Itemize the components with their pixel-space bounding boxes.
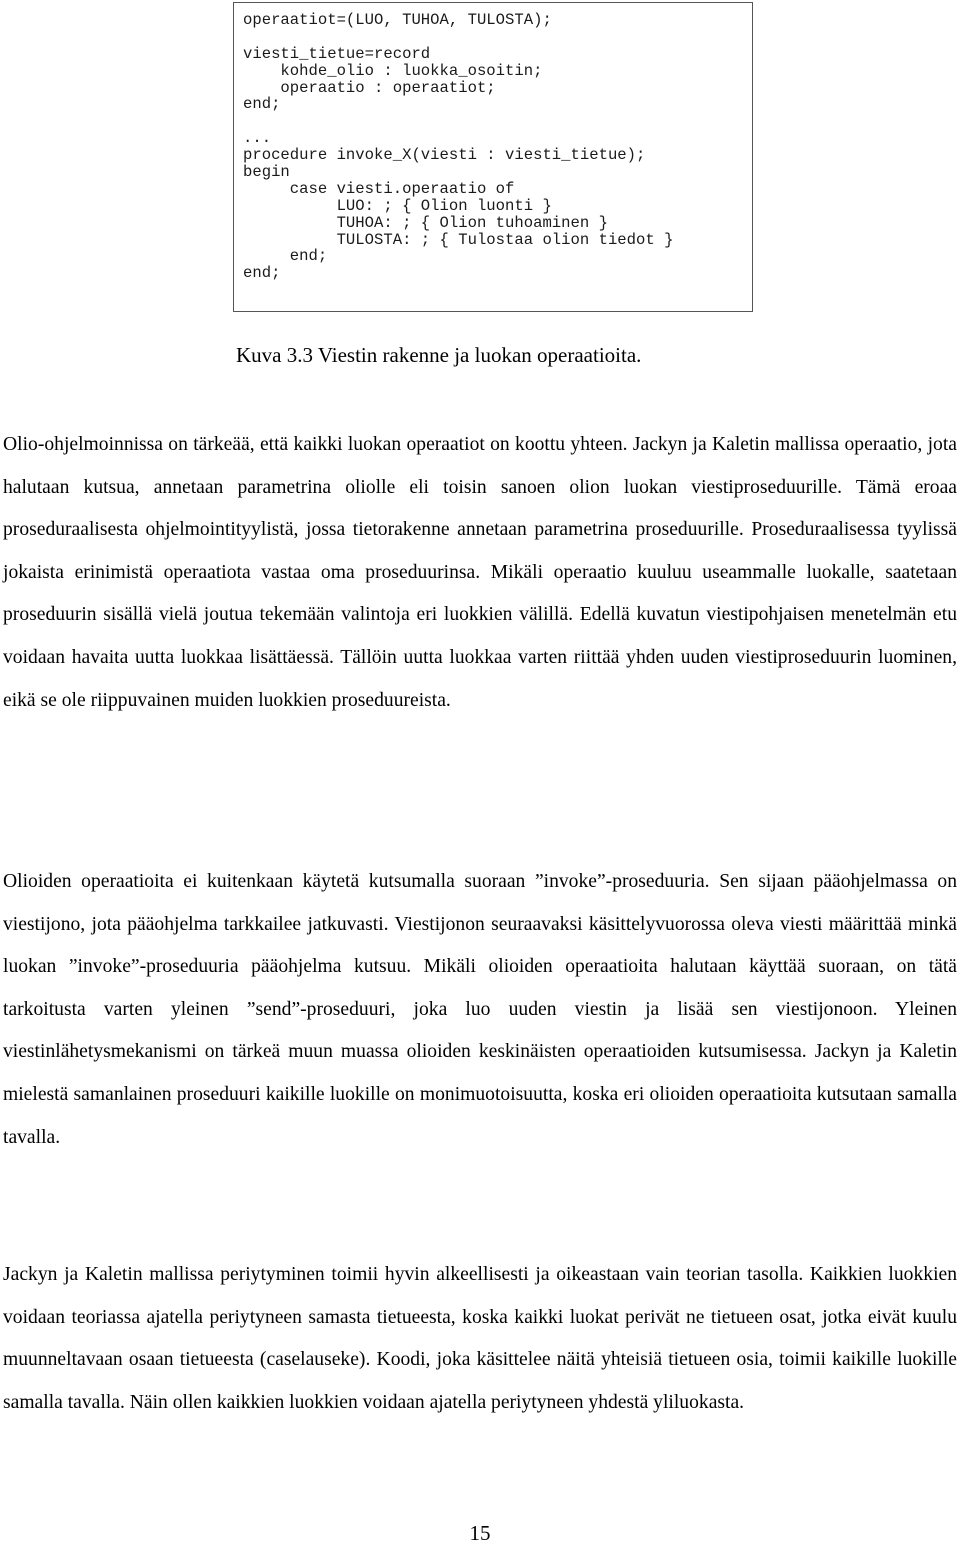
body-paragraph-1: Olio-ohjelmoinnissa on tärkeää, että kaikki luokan operaatiot on koottu yhteen. Jackyn ja Kaletin mallissa operaatio, jota halutaan kutsua, annetaan parametrina oliolle eli toisin sanoen olion luokan viestiproseduurille. Tämä eroaa proseduraalisesta ohjelmointityylistä, jossa tietorakenne annetaan parametrina proseduurille. Proseduraalisessa tyylissä jokaista erinimistä operaatiota vastaa oma proseduurinsa. Mikäli operaatio kuuluu useammalle luokalle, saatetaan proseduurin sisällä vielä joutua tekemään valintoja eri luokkien välillä. Edellä kuvatun viestipohjaisen menetelmän etu voidaan havaita uutta luokkaa lisättäessä. Tällöin uutta luokkaa varten riittää yhden uuden viestiproseduurin luominen, eikä se ole riippuvainen muiden luokkien proseduureista. — [3, 434, 957, 711]
code-line: operaatiot=(LUO, TUHOA, TULOSTA); — [243, 11, 552, 29]
figure-caption: Kuva 3.3 Viestin rakenne ja luokan operaatioita. — [236, 343, 642, 367]
code-line: end; — [243, 264, 281, 283]
code-line: end; — [243, 95, 281, 114]
code-line: ... — [243, 129, 272, 148]
code-line: begin — [243, 163, 290, 182]
code-line: case viesti.operaatio of — [243, 179, 515, 198]
code-line: end; — [243, 247, 328, 266]
code-line: operaatio : operaatiot; — [243, 78, 496, 97]
code-line: procedure invoke_X(viesti : viesti_tietue); — [243, 146, 646, 165]
body-paragraph-2: Olioiden operaatioita ei kuitenkaan käytetä kutsumalla suoraan ”invoke”-proseduuria. Sen sijaan pääohjelmassa on viestijono, jota pääohjelma tarkkailee jatkuvasti. Viestijonon seuraavaksi käsittelyvuorossa oleva viesti määrittää minkä luokan ”invoke”-proseduuria pääohjelma kutsuu. Mikäli olioiden operaatioita halutaan käyttää suoraan, on tätä tarkoitusta varten yleinen ”send”-proseduuri, joka luo uuden viestin ja lisää sen viestijonoon. Yleinen viestinlähetysmekanismi on tärkeä muun muassa olioiden keskinäisten operaatioiden kutsumisessa. Jackyn ja Kaletin mielestä samanlainen proseduuri kaikille luokille on monimuotoisuutta, koska eri olioiden operaatioita kutsutaan samalla tavalla. — [3, 871, 957, 1148]
code-line: viesti_tietue=record — [243, 44, 431, 63]
code-line — [243, 113, 752, 130]
code-line: kohde_olio : luokka_osoitin; — [243, 61, 543, 80]
code-line: TULOSTA: ; { Tulostaa olion tiedot } — [243, 230, 674, 249]
page-number: 15 — [469, 1521, 491, 1545]
code-line: TUHOA: ; { Olion tuhoaminen } — [243, 213, 608, 232]
code-line: LUO: ; { Olion luonti } — [243, 196, 552, 215]
code-listing — [233, 2, 753, 312]
body-paragraph-3: Jackyn ja Kaletin mallissa periytyminen toimii hyvin alkeellisesti ja oikeastaan vain teorian tasolla. Kaikkien luokkien voidaan teoriassa ajatella periytyneen samasta tietueesta, koska kaikki luokat perivät ne tietueen osat, jotka eivät kuulu muunneltavaan osaan tietueesta (caselauseke). Koodi, joka käsittelee näitä yhteisiä tietueen osia, toimii kaikille luokille samalla tavalla. Näin ollen kaikkien luokkien voidaan ajatella periytyneen yhdestä yliluokasta. — [3, 1264, 957, 1413]
code-line — [243, 29, 752, 46]
